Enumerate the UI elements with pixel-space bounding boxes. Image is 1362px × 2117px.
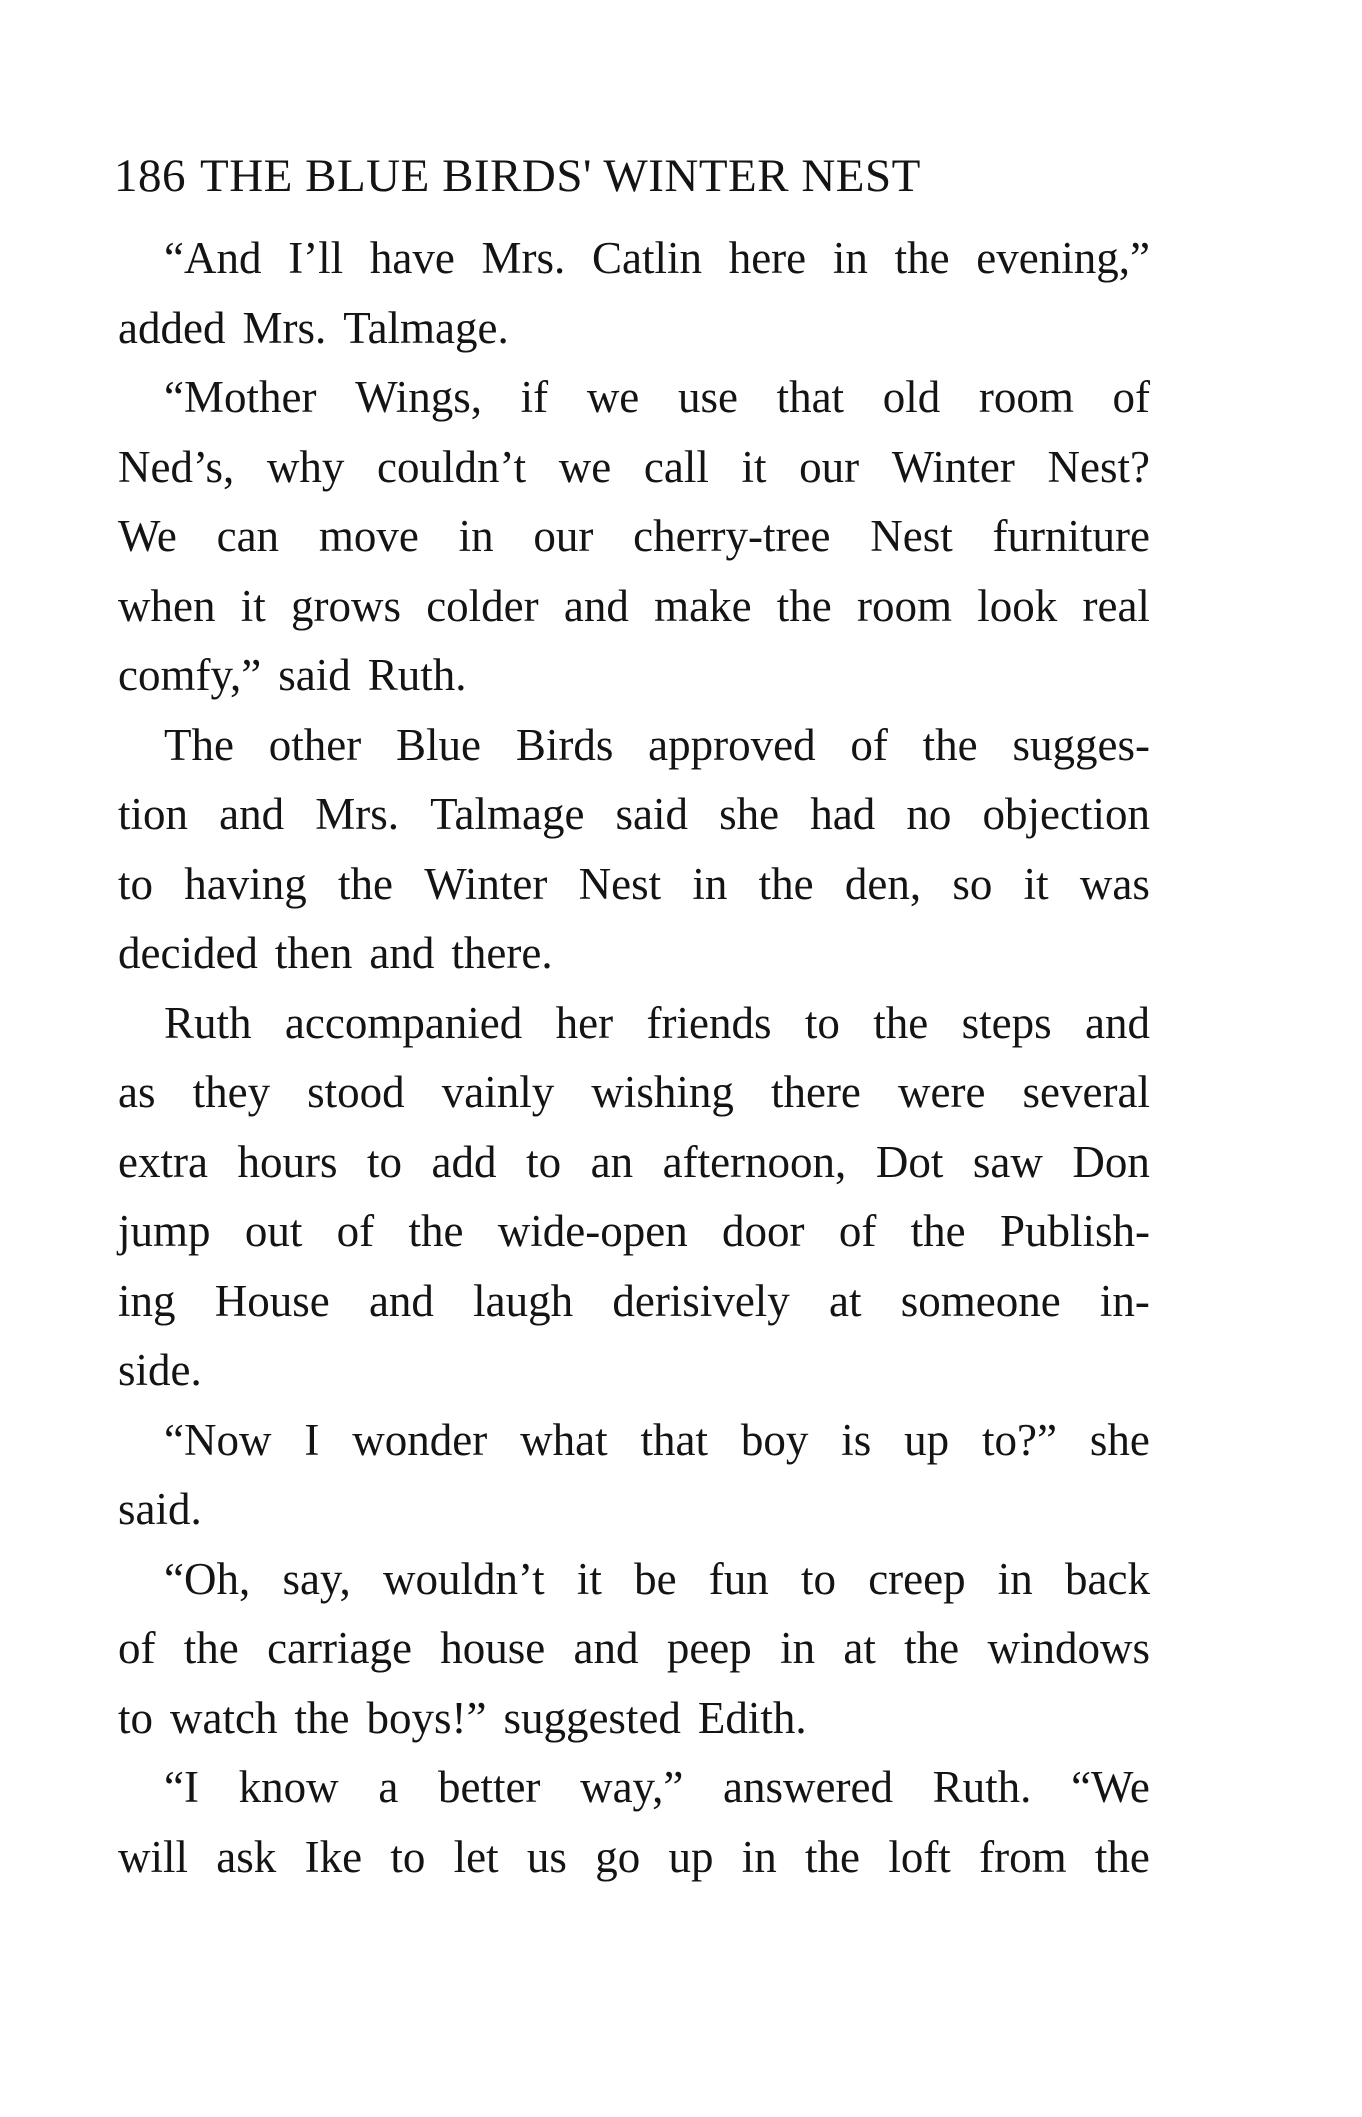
text-line: “Mother Wings, if we use that old room of xyxy=(164,372,1150,422)
text-line: extra hours to add to an afternoon, Dot saw Don xyxy=(118,1136,1150,1187)
text-line: ing House and laugh derisively at someone in- xyxy=(118,1275,1150,1326)
text-line: when it grows colder and make the room look real xyxy=(118,580,1150,631)
text-line: Ruth accompanied her friends to the steps and xyxy=(164,997,1150,1048)
text-line: said. xyxy=(118,1484,202,1534)
text-line: added Mrs. Talmage. xyxy=(118,302,509,353)
text-line: The other Blue Birds approved of the sugges- xyxy=(164,719,1150,770)
body-text xyxy=(118,224,1150,1892)
text-line: jump out of the wide-open door of the Publish- xyxy=(118,1206,1150,1256)
page-number: 186 xyxy=(114,150,186,202)
text-line: of the carriage house and peep in at the windows xyxy=(118,1623,1150,1673)
text-line: will ask Ike to let us go up in the loft from the xyxy=(118,1831,1150,1882)
text-line: as they stood vainly wishing there were several xyxy=(118,1067,1150,1117)
text-line: Ned’s, why couldn’t we call it our Winter Nest? xyxy=(118,441,1150,492)
text-line: decided then and there. xyxy=(118,928,553,978)
text-line: comfy,” said Ruth. xyxy=(118,650,467,700)
text-line: “I know a better way,” answered Ruth. “We xyxy=(164,1762,1150,1812)
text-line: “Now I wonder what that boy is up to?” she xyxy=(164,1414,1150,1465)
text-line: “Oh, say, wouldn’t it be fun to creep in back xyxy=(164,1553,1150,1604)
text-line: to having the Winter Nest in the den, so it was xyxy=(118,858,1150,909)
text-line: We can move in our cherry-tree Nest furniture xyxy=(118,511,1150,561)
text-line: tion and Mrs. Talmage said she had no objection xyxy=(118,789,1150,839)
running-title: THE BLUE BIRDS' WINTER NEST xyxy=(200,150,921,202)
text-line: “And I’ll have Mrs. Catlin here in the evening,” xyxy=(164,233,1150,283)
running-head xyxy=(114,146,1154,206)
text-line: to watch the boys!” suggested Edith. xyxy=(118,1692,807,1743)
text-line: side. xyxy=(118,1345,202,1395)
